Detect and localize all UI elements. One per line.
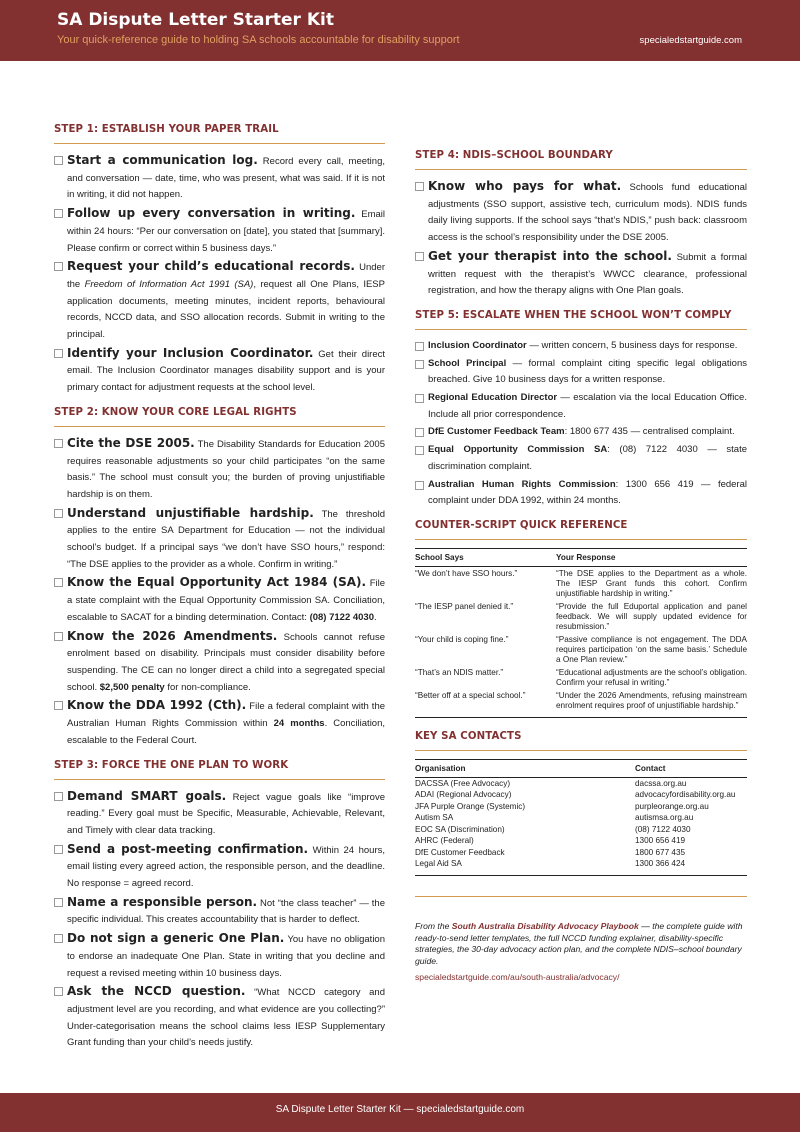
step2-heading: STEP 2: KNOW YOUR CORE LEGAL RIGHTS bbox=[54, 406, 297, 418]
checklist-item: Do not sign a generic One Plan. You have no obligation to endorse an inadequate One Plan. State in writing that you decline and request a revised meeting within 10 business days. bbox=[54, 930, 385, 982]
footer-text: SA Dispute Letter Starter Kit — specialedstartguide.com bbox=[275, 1104, 525, 1115]
checklist-item: Ask the NCCD question. “What NCCD category and adjustment level are you recording, and what evidence are you collecting?” Under-categorisation means the school claims less IESP Supplementary Grant funding than your child’s needs justify. bbox=[54, 983, 385, 1052]
checkbox-icon[interactable] bbox=[415, 360, 424, 369]
checkbox-icon[interactable] bbox=[54, 792, 63, 801]
counter-script-table bbox=[415, 548, 747, 718]
step4-heading: STEP 4: NDIS–SCHOOL BOUNDARY bbox=[415, 150, 613, 161]
checkbox-icon[interactable] bbox=[54, 439, 63, 448]
checkbox-icon[interactable] bbox=[415, 342, 424, 351]
divider bbox=[415, 329, 747, 330]
left-column bbox=[54, 124, 385, 1053]
checkbox-icon[interactable] bbox=[415, 481, 424, 490]
checklist-item: Demand SMART goals. Reject vague goals like “improve reading.” Every goal must be Specific, Measurable, Achievable, Relevant, and Timely with clear data tracking. bbox=[54, 788, 385, 840]
contacts-heading: KEY SA CONTACTS bbox=[415, 730, 522, 742]
table-row: “Better off at a special school.” “Under the 2026 Amendments, refusing mainstream enrolment requires proof of unjustifiable hardship.” bbox=[415, 690, 747, 710]
playbook-link[interactable]: specialedstartguide.com/au/south-australia/advocacy/ bbox=[415, 972, 620, 983]
checklist-item: Know who pays for what. Schools fund educational adjustments (SSO support, assistive tech, curriculum mods). NDIS funds daily living supports. If the school says “that’s NDIS,” push back: classroom access is the school’s responsibility under the DSE 2005. bbox=[415, 178, 747, 247]
table-row: AHRC (Federal) 1300 656 419 bbox=[415, 836, 686, 846]
checklist-item: Know the 2026 Amendments. Schools cannot refuse enrolment based on disability. Principals must consider disability before suspending. The CE can no longer direct a child into a segregated special school. $2,500 penalty for non-compliance. bbox=[54, 628, 385, 697]
column-header: Organisation bbox=[415, 760, 635, 778]
checklist-item: Regional Education Director — escalation via the local Education Office. Include all prior correspondence. bbox=[415, 390, 747, 423]
checklist-item: Know the DDA 1992 (Cth). File a federal complaint with the Australian Human Rights Commission within 24 months. Conciliation, escalable to the Federal Court. bbox=[54, 697, 385, 749]
checklist-item: Name a responsible person. Not “the class teacher” — the specific individual. This creates accountability that is harder to deflect. bbox=[54, 894, 385, 929]
table-row: “We don’t have SSO hours.” “The DSE applies to the Department as a whole. The IESP Grant funds this cohort. Confirm unjustifiable hardship in writing.” bbox=[415, 568, 747, 598]
checklist-item: Cite the DSE 2005. The Disability Standards for Education 2005 requires reasonable adjustments so your child participates “on the same basis.” The school must consult you; the burden of proving unjustifiable hardship is on them. bbox=[54, 435, 385, 504]
table-row: “That’s an NDIS matter.” “Educational adjustments are the school’s obligation. Confirm your refusal in writing.” bbox=[415, 667, 748, 687]
table-row: ADAI (Regional Advocacy) advocacyfordisability.org.au bbox=[415, 790, 736, 800]
checkbox-icon[interactable] bbox=[415, 252, 424, 261]
checklist-item: Know the Equal Opportunity Act 1984 (SA). File a state complaint with the Equal Opportunity Commission SA. Conciliation, escalable to SACAT for a binding determination. Contact: (08) 7122 4030. bbox=[54, 574, 385, 626]
table-row: JFA Purple Orange (Systemic) purpleorange.org.au bbox=[415, 801, 709, 811]
divider bbox=[415, 750, 747, 751]
checkbox-icon[interactable] bbox=[54, 845, 63, 854]
column-header: Your Response bbox=[556, 549, 747, 567]
contacts-table bbox=[415, 759, 747, 876]
page-title: SA Dispute Letter Starter Kit bbox=[57, 10, 334, 30]
divider bbox=[54, 779, 385, 780]
checklist-item: Send a post-meeting confirmation. Within 24 hours, email listing every agreed action, the responsible person, and the deadline. No response = agreed record. bbox=[54, 841, 385, 893]
right-column bbox=[415, 124, 747, 982]
table-row: Autism SA autismsa.org.au bbox=[415, 813, 694, 823]
column-header: School Says bbox=[415, 549, 556, 567]
page-footer bbox=[0, 1093, 800, 1132]
checkbox-icon[interactable] bbox=[54, 898, 63, 907]
checkbox-icon[interactable] bbox=[415, 182, 424, 191]
checkbox-icon[interactable] bbox=[54, 509, 63, 518]
table-row: EOC SA (Discrimination) (08) 7122 4030 bbox=[415, 824, 691, 834]
checklist-item: Inclusion Coordinator — written concern, 5 business days for response. bbox=[415, 338, 747, 355]
table-row: “The IESP panel denied it.” “Provide the full Eduportal application and panel feedback. We will supply updated evidence for resubmission.” bbox=[415, 601, 747, 631]
checkbox-icon[interactable] bbox=[54, 701, 63, 710]
checkbox-icon[interactable] bbox=[415, 428, 424, 437]
counter-script-heading: COUNTER-SCRIPT QUICK REFERENCE bbox=[415, 519, 628, 531]
checkbox-icon[interactable] bbox=[415, 394, 424, 403]
step1-heading: STEP 1: ESTABLISH YOUR PAPER TRAIL bbox=[54, 124, 279, 135]
checkbox-icon[interactable] bbox=[54, 209, 63, 218]
table-row: DfE Customer Feedback 1800 677 435 bbox=[415, 847, 686, 857]
checkbox-icon[interactable] bbox=[54, 578, 63, 587]
page-subtitle: Your quick-reference guide to holding SA schools accountable for disability support bbox=[57, 34, 460, 46]
column-header: Contact bbox=[635, 760, 747, 778]
checklist-item: Request your child’s educational records. Under the Freedom of Information Act 1991 (SA), request all One Plans, IESP application documents, meeting minutes, incident reports, behavioural records, NCCD data, and SSO allocation records. Submit in writing to the principal. bbox=[54, 258, 385, 344]
table-row: “Your child is coping fine.” “Passive compliance is not engagement. The DDA requires participation ‘on the same basis.’ Schedule a One Plan review.” bbox=[415, 634, 747, 664]
divider bbox=[54, 426, 385, 427]
checkbox-icon[interactable] bbox=[54, 632, 63, 641]
divider bbox=[415, 896, 747, 897]
table-row: Legal Aid SA 1300 366 424 bbox=[415, 859, 686, 869]
checklist-item: Understand unjustifiable hardship. The threshold applies to the entire SA Department for Education — not the individual school’s budget. If a principal says “we don’t have SSO hours,” respond: “The DSE applies to the provider as a whole. Confirm in writing.” bbox=[54, 505, 385, 574]
checkbox-icon[interactable] bbox=[54, 987, 63, 996]
checklist-item: School Principal — formal complaint citing specific legal obligations breached. Give 10 business days for a written response. bbox=[415, 356, 747, 389]
divider bbox=[415, 169, 747, 170]
divider bbox=[415, 539, 747, 540]
checklist-item: DfE Customer Feedback Team: 1800 677 435 — centralised complaint. bbox=[415, 424, 747, 441]
playbook-promo: From the South Australia Disability Advocacy Playbook — the complete guide with ready-to-send letter templates, the full NCCD funding explainer, disability-specific strategies, the 30-day advocacy action plan, and the complete NDIS–school boundary guide. bbox=[415, 920, 743, 966]
checklist-item: Equal Opportunity Commission SA: (08) 7122 4030 — state discrimination complaint. bbox=[415, 442, 747, 475]
checklist-item: Identify your Inclusion Coordinator. Get their direct email. The Inclusion Coordinator manages disability support and is your primary contact for adjustment requests at the school level. bbox=[54, 345, 385, 397]
checklist-item: Start a communication log. Record every call, meeting, and conversation — date, time, who was present, what was said. If it is not in writing, it did not happen. bbox=[54, 152, 385, 204]
checklist-item: Australian Human Rights Commission: 1300 656 419 — federal complaint under DDA 1992, within 24 months. bbox=[415, 477, 747, 510]
checkbox-icon[interactable] bbox=[54, 156, 63, 165]
page-header bbox=[0, 0, 800, 61]
checkbox-icon[interactable] bbox=[54, 349, 63, 358]
checkbox-icon[interactable] bbox=[54, 934, 63, 943]
checkbox-icon[interactable] bbox=[54, 262, 63, 271]
checkbox-icon[interactable] bbox=[415, 446, 424, 455]
step3-heading: STEP 3: FORCE THE ONE PLAN TO WORK bbox=[54, 759, 289, 771]
checklist-item: Get your therapist into the school. Submit a formal written request with the therapist’s WWCC clearance, professional registration, and how the therapy aligns with One Plan goals. bbox=[415, 248, 747, 300]
checklist-item: Follow up every conversation in writing. Email within 24 hours: “Per our conversation on [date], you stated that [summary]. Please confirm or correct within 5 business days.” bbox=[54, 205, 385, 257]
step5-heading: STEP 5: ESCALATE WHEN THE SCHOOL WON’T COMPLY bbox=[415, 309, 732, 321]
header-site-link[interactable]: specialedstartguide.com bbox=[639, 35, 742, 46]
divider bbox=[54, 143, 385, 144]
table-row: DACSSA (Free Advocacy) dacssa.org.au bbox=[415, 778, 687, 788]
